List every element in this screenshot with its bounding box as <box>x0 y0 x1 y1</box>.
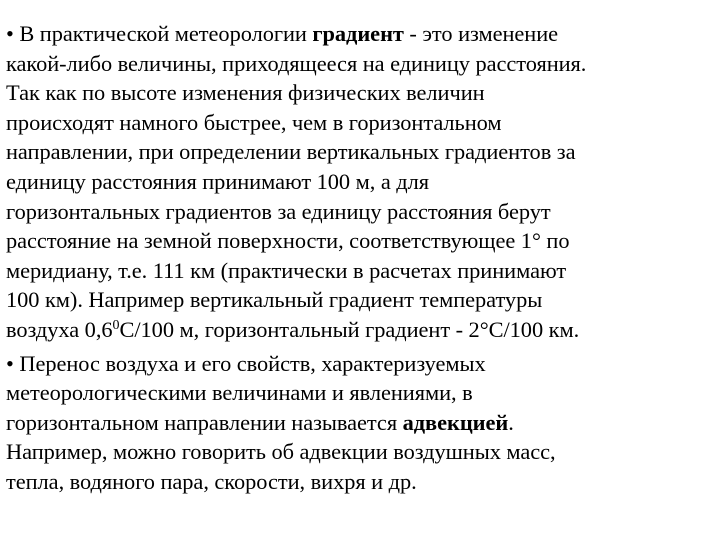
paragraph-gradient-line-11 <box>6 315 718 349</box>
paragraph-gradient-line-1 <box>6 19 718 49</box>
paragraph-gradient-line-8: расстояние на земной поверхности, соответствующее 1° по <box>6 228 570 254</box>
text-run: воздуха 0,6 <box>6 316 113 342</box>
text-run: . <box>508 409 514 435</box>
term-advection: адвекцией <box>402 409 509 435</box>
text-run: • В практической метеорологии <box>6 21 313 46</box>
paragraph-advection-line-1: • Перенос воздуха и его свойств, характеризуемых <box>6 350 486 376</box>
paragraph-advection-line-3 <box>6 408 718 438</box>
paragraph-gradient-line-4: происходят намного быстрее, чем в горизонтальном <box>6 109 502 135</box>
paragraph-gradient-line-6: единицу расстояния принимают 100 м, а для <box>6 168 429 194</box>
paragraph-gradient-line-9: меридиану, т.е. 111 км (практически в расчетах принимают <box>6 257 567 283</box>
paragraph-gradient-line-3: Так как по высоте изменения физических величин <box>6 80 485 106</box>
body-text <box>6 19 718 497</box>
paragraph-advection-line-4: Например, можно говорить об адвекции воздушных масс, <box>6 439 556 465</box>
superscript-degree: 0 <box>112 317 120 333</box>
text-run: - это изменение <box>403 21 559 46</box>
term-gradient: градиент <box>312 21 404 46</box>
paragraph-gradient-line-7: горизонтальных градиентов за единицу расстояния берут <box>6 198 551 224</box>
text-run: горизонтальном направлении называется <box>6 409 403 435</box>
text-run: С/100 м, горизонтальный градиент - 2°С/100 км. <box>119 316 580 342</box>
paragraph-advection-line-2: метеорологическими величинами и явлениями, в <box>6 380 473 406</box>
paragraph-advection-line-5: тепла, водяного пара, скорости, вихря и др. <box>6 468 417 494</box>
paragraph-gradient-line-5: направлении, при определении вертикальных градиентов за <box>6 139 576 165</box>
paragraph-gradient-line-2: какой-либо величины, приходящееся на единицу расстояния. <box>6 50 587 76</box>
paragraph-gradient-line-10: 100 км). Например вертикальный градиент температуры <box>6 287 543 313</box>
